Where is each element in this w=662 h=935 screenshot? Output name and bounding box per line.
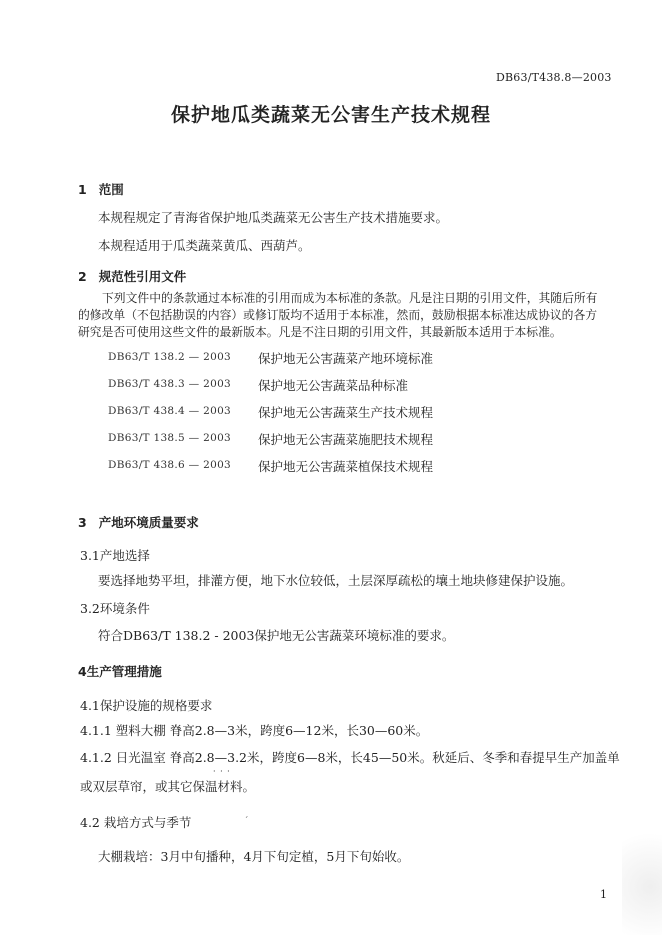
scan-artifact-dots: · · · (213, 767, 231, 776)
scan-artifact-mark: ˊ (244, 817, 249, 827)
section-4-heading: 4生产管理措施 (78, 664, 162, 679)
subsection-4-1-1-text: 4.1.1 塑料大棚 脊高2.8—3米，跨度6—12米，长30—60米。 (80, 723, 429, 738)
subsection-3-1-text: 要选择地势平坦，排灌方便，地下水位较低，土层深厚疏松的壤土地块修建保护设施。 (98, 573, 574, 588)
subsection-4-1-2-line-1: 4.1.2 日光温室 脊高2.8—3.2米，跨度6—8米，长45—50米。秋延后、冬季和春提早生产加盖单 (80, 750, 620, 765)
section-3-number: 3 (78, 515, 87, 530)
document-title: 保护地瓜类蔬菜无公害生产技术规程 (170, 104, 491, 126)
reference-title: 保护地无公害蔬菜植保技术规程 (258, 459, 434, 474)
reference-title: 保护地无公害蔬菜产地环境标准 (258, 351, 434, 366)
reference-title: 保护地无公害蔬菜施肥技术规程 (258, 432, 434, 447)
subsection-3-2-heading: 3.2环境条件 (80, 601, 150, 616)
page-number: 1 (600, 888, 607, 901)
reference-code: DB63/T 438.6 — 2003 (108, 459, 232, 471)
standard-code: DB63/T438.8—2003 (496, 71, 612, 84)
section-1-heading (78, 180, 124, 198)
section-1-number: 1 (78, 182, 87, 197)
subsection-4-2-text: 大棚栽培：3月中旬播种，4月下旬定植，5月下旬始收。 (98, 849, 410, 864)
scan-shadow (622, 815, 662, 935)
section-1-title: 范围 (98, 182, 124, 197)
reference-code: DB63/T 138.2 — 2003 (108, 351, 232, 363)
subsection-3-2-text: 符合DB63/T 138.2 - 2003保护地无公害蔬菜环境标准的要求。 (98, 628, 455, 643)
subsection-4-1-heading: 4.1保护设施的规格要求 (80, 698, 213, 713)
subsection-4-2-heading: 4.2 栽培方式与季节 (80, 815, 192, 830)
reference-code: DB63/T 438.4 — 2003 (108, 405, 232, 417)
section-1-paragraph-2: 本规程适用于瓜类蔬菜黄瓜、西葫芦。 (98, 238, 311, 253)
reference-title: 保护地无公害蔬菜品种标准 (258, 378, 409, 393)
reference-code: DB63/T 438.3 — 2003 (108, 378, 232, 390)
section-2-heading (78, 267, 186, 285)
section-2-title: 规范性引用文件 (98, 269, 187, 284)
subsection-3-1-heading: 3.1产地选择 (80, 548, 150, 563)
section-1-paragraph-1: 本规程规定了青海省保护地瓜类蔬菜无公害生产技术措施要求。 (98, 210, 449, 225)
section-3-heading (78, 513, 199, 531)
section-2-paragraph: 下列文件中的条款通过本标准的引用而成为本标准的条款。凡是注日期的引用文件，其随后所有的修改单（不包括勘误的内容）或修订版均不适用于本标准，然而，鼓励根据本标准达成协议的各方研究是否可使用这些文件的最新版本。凡是不注日期的引用文件，其最新版本适用于本标准。 (78, 291, 598, 339)
reference-code: DB63/T 138.5 — 2003 (108, 432, 232, 444)
section-2-number: 2 (78, 269, 87, 284)
subsection-4-1-2-line-2: 或双层草帘，或其它保温材料。 (80, 779, 256, 794)
section-3-title: 产地环境质量要求 (98, 515, 199, 530)
reference-title: 保护地无公害蔬菜生产技术规程 (258, 405, 434, 420)
